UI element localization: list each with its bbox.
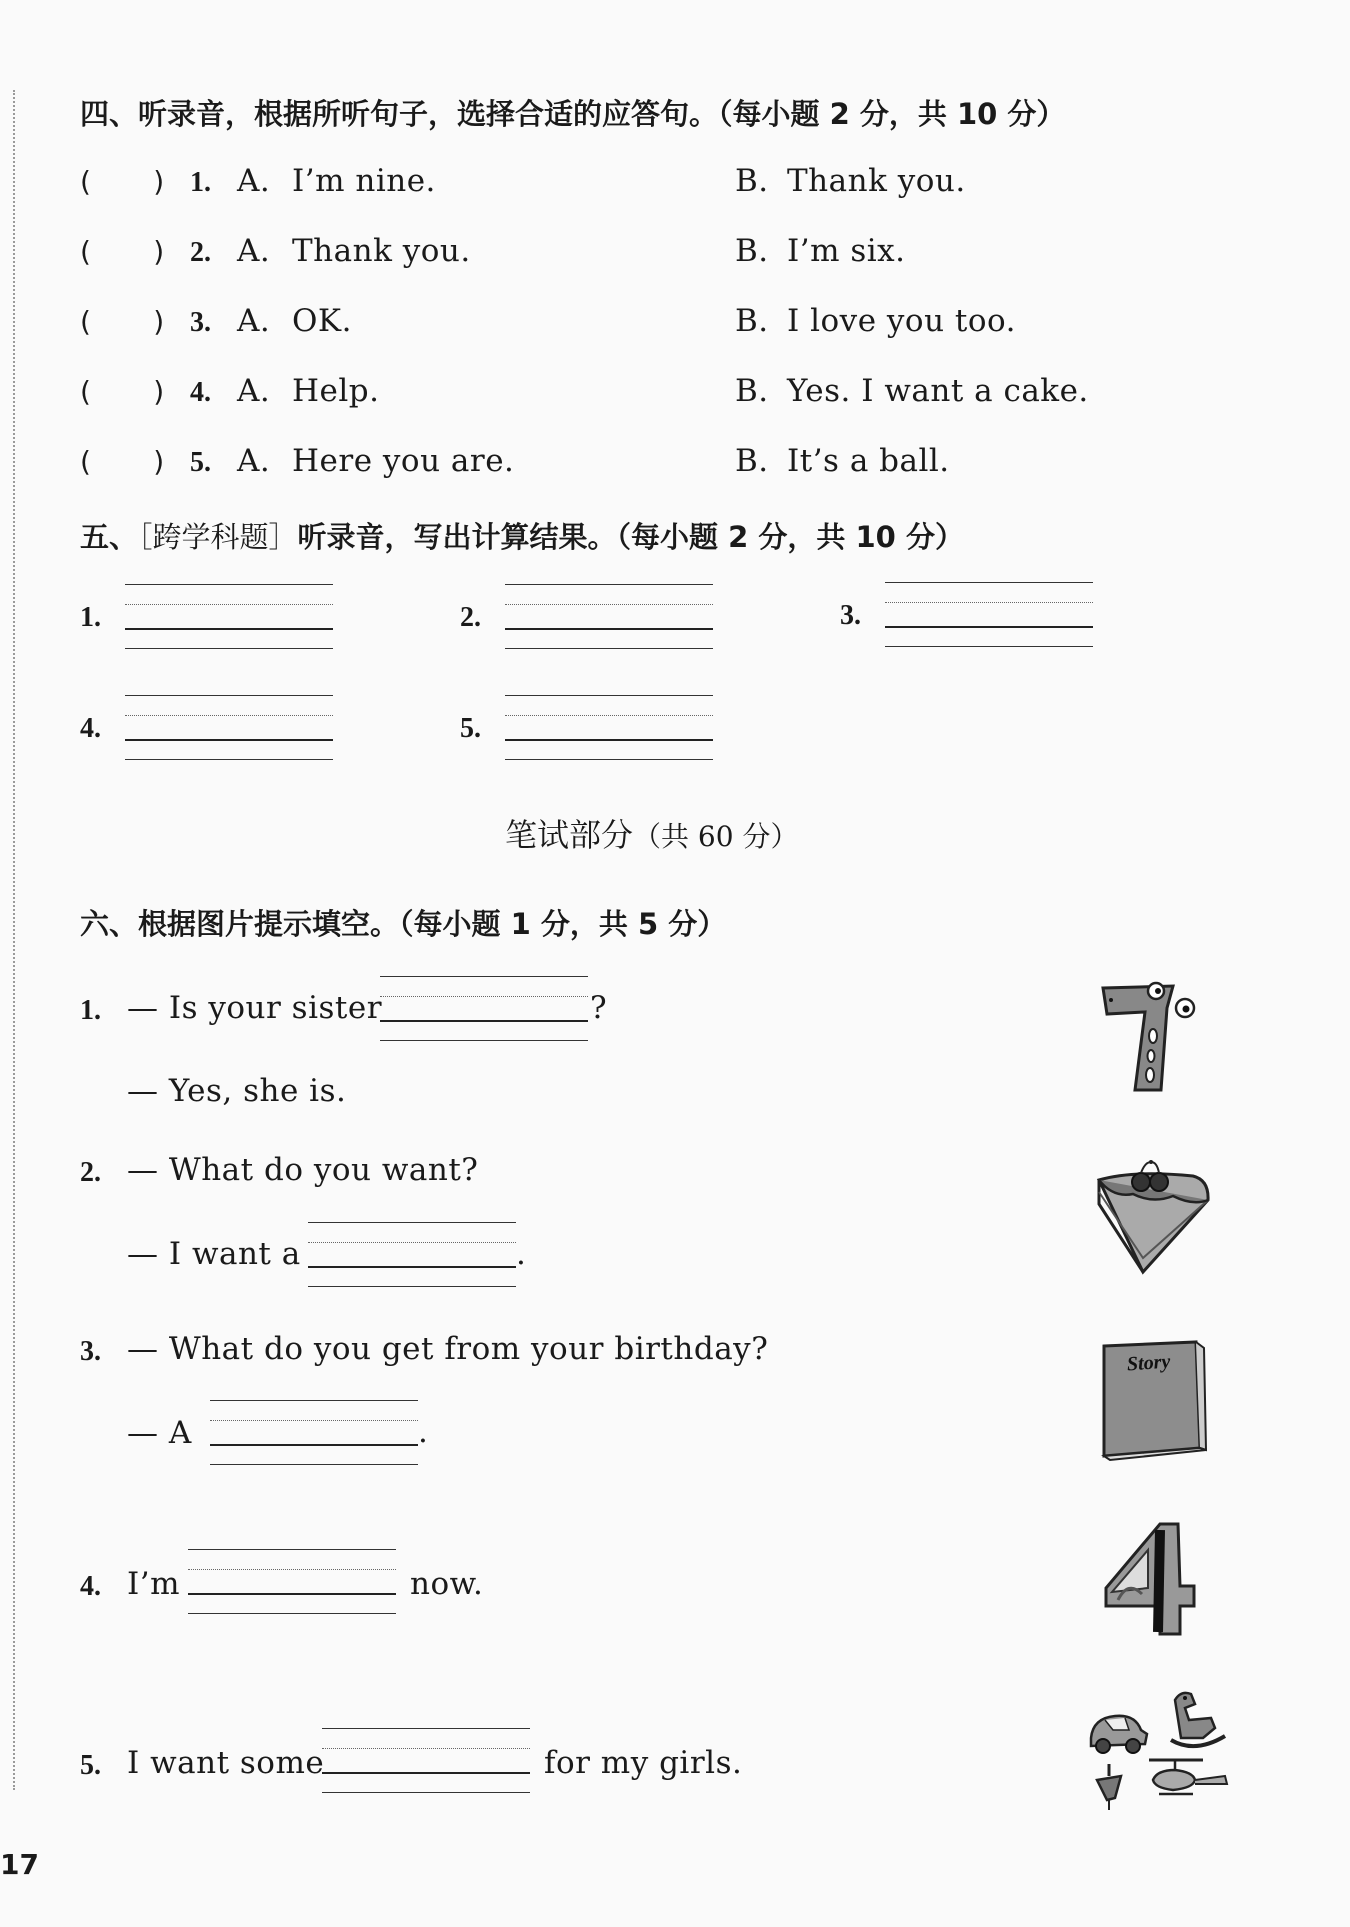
- interdisciplinary-tag: ［跨学科题］: [138, 520, 298, 554]
- calc-answer-grid-5[interactable]: [505, 695, 713, 761]
- section5-prefix: 五、: [80, 520, 139, 554]
- calc-label-4: 4.: [80, 713, 101, 744]
- option-b-text: I’m six.: [787, 233, 906, 269]
- binding-margin-line: [13, 90, 15, 1790]
- q2-answer-grid[interactable]: [308, 1222, 516, 1288]
- calc-label-1: 1.: [80, 602, 101, 633]
- giraffe-seven-picture: [1095, 978, 1210, 1102]
- q1-answer-text: — Yes, she is.: [127, 1073, 347, 1109]
- cake-slice-picture: [1093, 1160, 1218, 1284]
- option-a-text: Here you are.: [292, 443, 515, 479]
- q4-number: 4.: [80, 1571, 101, 1602]
- section5-title: [80, 515, 964, 556]
- item-number: 2.: [190, 237, 211, 268]
- q1-question-mark: ?: [590, 990, 608, 1026]
- q4-answer-grid[interactable]: [188, 1549, 396, 1615]
- written-part-heading: [505, 810, 798, 856]
- option-a-label: A.: [237, 373, 271, 409]
- section6-title: 六、根据图片提示填空。（每小题 1 分，共 5 分）: [80, 907, 727, 941]
- item-number: 1.: [190, 167, 211, 198]
- q5-after-text: for my girls.: [544, 1745, 743, 1781]
- answer-paren-1[interactable]: ( ): [80, 165, 165, 198]
- option-a-label: A.: [237, 443, 271, 479]
- option-a-text: OK.: [292, 303, 352, 339]
- q2-answer-prefix: — I want a: [127, 1236, 301, 1272]
- option-b-text: Yes. I want a cake.: [787, 373, 1089, 409]
- option-b-text: I love you too.: [787, 303, 1016, 339]
- calc-answer-grid-1[interactable]: [125, 584, 333, 650]
- option-b-label: B.: [735, 233, 769, 269]
- q2-number: 2.: [80, 1157, 101, 1188]
- answer-paren-3[interactable]: ( ): [80, 305, 165, 338]
- item-number: 3.: [190, 307, 211, 338]
- q2-period: .: [516, 1236, 527, 1272]
- calc-answer-grid-3[interactable]: [885, 582, 1093, 648]
- story-book-label: Story: [1126, 1350, 1172, 1376]
- q2-question: — What do you want?: [127, 1152, 479, 1188]
- option-a-text: I’m nine.: [292, 163, 436, 199]
- calc-label-3: 3.: [840, 600, 861, 631]
- q1-question: — Is your sister: [127, 990, 383, 1026]
- option-b-text: Thank you.: [787, 163, 966, 199]
- option-a-label: A.: [237, 233, 271, 269]
- q3-answer-prefix: — A: [127, 1415, 192, 1451]
- option-a-label: A.: [237, 163, 271, 199]
- answer-paren-4[interactable]: ( ): [80, 375, 165, 408]
- section5-title-text: 听录音，写出计算结果。（每小题 2 分，共 10 分）: [297, 520, 964, 554]
- option-b-text: It’s a ball.: [787, 443, 950, 479]
- q4-before-text: I’m: [127, 1566, 180, 1602]
- page-number: 17: [0, 1848, 39, 1881]
- item-number: 5.: [190, 447, 211, 478]
- calc-label-5: 5.: [460, 713, 481, 744]
- written-part-score: （共 60 分）: [633, 820, 799, 853]
- answer-paren-2[interactable]: ( ): [80, 235, 165, 268]
- written-part-title: 笔试部分: [505, 816, 634, 854]
- q5-answer-grid[interactable]: [322, 1728, 530, 1794]
- q3-number: 3.: [80, 1336, 101, 1367]
- q3-answer-grid[interactable]: [210, 1400, 418, 1466]
- q5-number: 5.: [80, 1750, 101, 1781]
- calc-answer-grid-4[interactable]: [125, 695, 333, 761]
- section4-title: 四、听录音，根据所听句子，选择合适的应答句。（每小题 2 分，共 10 分）: [80, 97, 1066, 131]
- option-b-label: B.: [735, 163, 769, 199]
- q3-question: — What do you get from your birthday?: [127, 1331, 769, 1367]
- calc-label-2: 2.: [460, 602, 481, 633]
- option-a-text: Help.: [292, 373, 380, 409]
- q3-period: .: [418, 1414, 429, 1450]
- option-b-label: B.: [735, 373, 769, 409]
- option-b-label: B.: [735, 443, 769, 479]
- q1-answer-grid[interactable]: [380, 976, 588, 1042]
- option-a-text: Thank you.: [292, 233, 471, 269]
- item-number: 4.: [190, 377, 211, 408]
- toys-picture: [1085, 1688, 1235, 1822]
- calc-answer-grid-2[interactable]: [505, 584, 713, 650]
- q4-after-text: now.: [410, 1566, 484, 1602]
- option-a-label: A.: [237, 303, 271, 339]
- q5-before-text: I want some: [127, 1745, 325, 1781]
- q1-number: 1.: [80, 995, 101, 1026]
- answer-paren-5[interactable]: ( ): [80, 445, 165, 478]
- option-b-label: B.: [735, 303, 769, 339]
- number-four-picture: [1098, 1520, 1208, 1644]
